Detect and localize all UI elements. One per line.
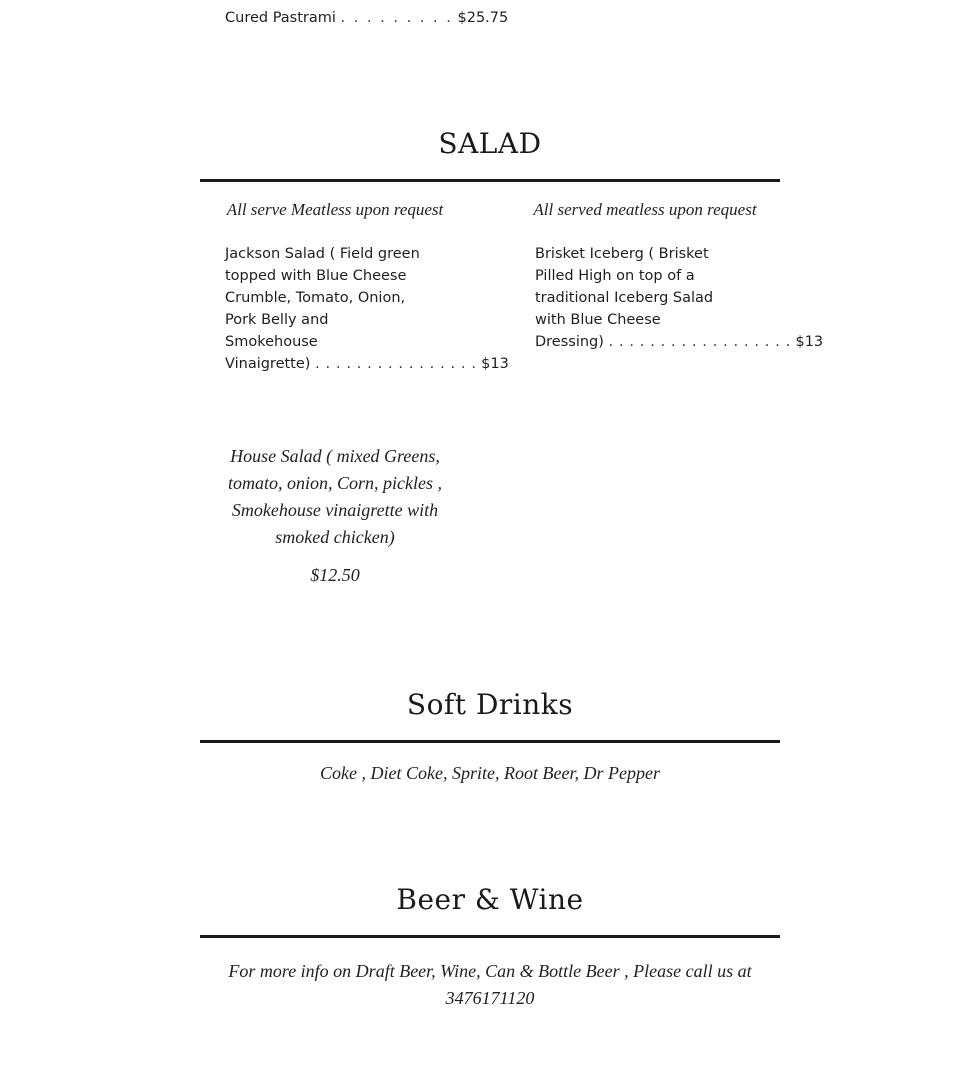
item-line: Jackson Salad ( Field green (225, 246, 420, 262)
item-line: Pork Belly and (225, 312, 329, 328)
item-line: with Blue Cheese (535, 312, 661, 328)
menu-item-house-salad (205, 443, 465, 551)
item-line: Smokehouse (225, 334, 318, 350)
section-title-beer-wine: Beer & Wine (396, 883, 584, 916)
item-line: Brisket Iceberg ( Brisket (535, 246, 709, 262)
section-divider (200, 935, 780, 938)
info-line: For more info on Draft Beer, Wine, Can & Bottle Beer , Please call us at (228, 961, 752, 981)
item-line: traditional Iceberg Salad (535, 290, 714, 306)
item-line: Vinaigrette) (225, 356, 311, 372)
item-line: topped with Blue Cheese (225, 268, 407, 284)
item-price: $25.75 (457, 10, 509, 26)
menu-item-jackson-salad (225, 243, 509, 375)
menu-item-brisket-iceberg (535, 243, 824, 353)
section-title-salad: SALAD (438, 127, 542, 160)
section-divider (200, 179, 780, 182)
item-line: Crumble, Tomato, Onion, (225, 290, 406, 306)
item-last-line (535, 331, 824, 353)
item-last-line (225, 353, 509, 375)
item-line: tomato, onion, Corn, pickles , (228, 473, 442, 493)
item-line: Smokehouse vinaigrette with (231, 500, 439, 520)
salad-meatless-note-left: All serve Meatless upon request (226, 200, 444, 219)
item-name: Cured Pastrami (225, 10, 336, 26)
item-leader-dots: . . . . . . . . . (340, 10, 453, 26)
item-line: House Salad ( mixed Greens, (230, 446, 440, 466)
item-line: smoked chicken) (275, 527, 395, 547)
menu-item-cured-pastrami (225, 7, 508, 29)
soft-drinks-list: Coke , Diet Coke, Sprite, Root Beer, Dr Pepper (320, 763, 660, 783)
item-price: $13 (795, 334, 824, 350)
item-price: $12.50 (310, 565, 360, 585)
item-leader-dots: . . . . . . . . . . . . . . . . . . (608, 334, 791, 350)
item-line: Pilled High on top of a (535, 268, 695, 284)
phone-number[interactable]: 3476171120 (445, 988, 535, 1008)
item-leader-dots: . . . . . . . . . . . . . . . . (315, 356, 477, 372)
section-divider (200, 740, 780, 743)
salad-meatless-note-right: All served meatless upon request (533, 200, 757, 219)
beer-wine-info (200, 958, 780, 1012)
item-price: $13 (481, 356, 509, 372)
item-line: Dressing) (535, 334, 604, 350)
section-title-soft-drinks: Soft Drinks (406, 688, 574, 721)
